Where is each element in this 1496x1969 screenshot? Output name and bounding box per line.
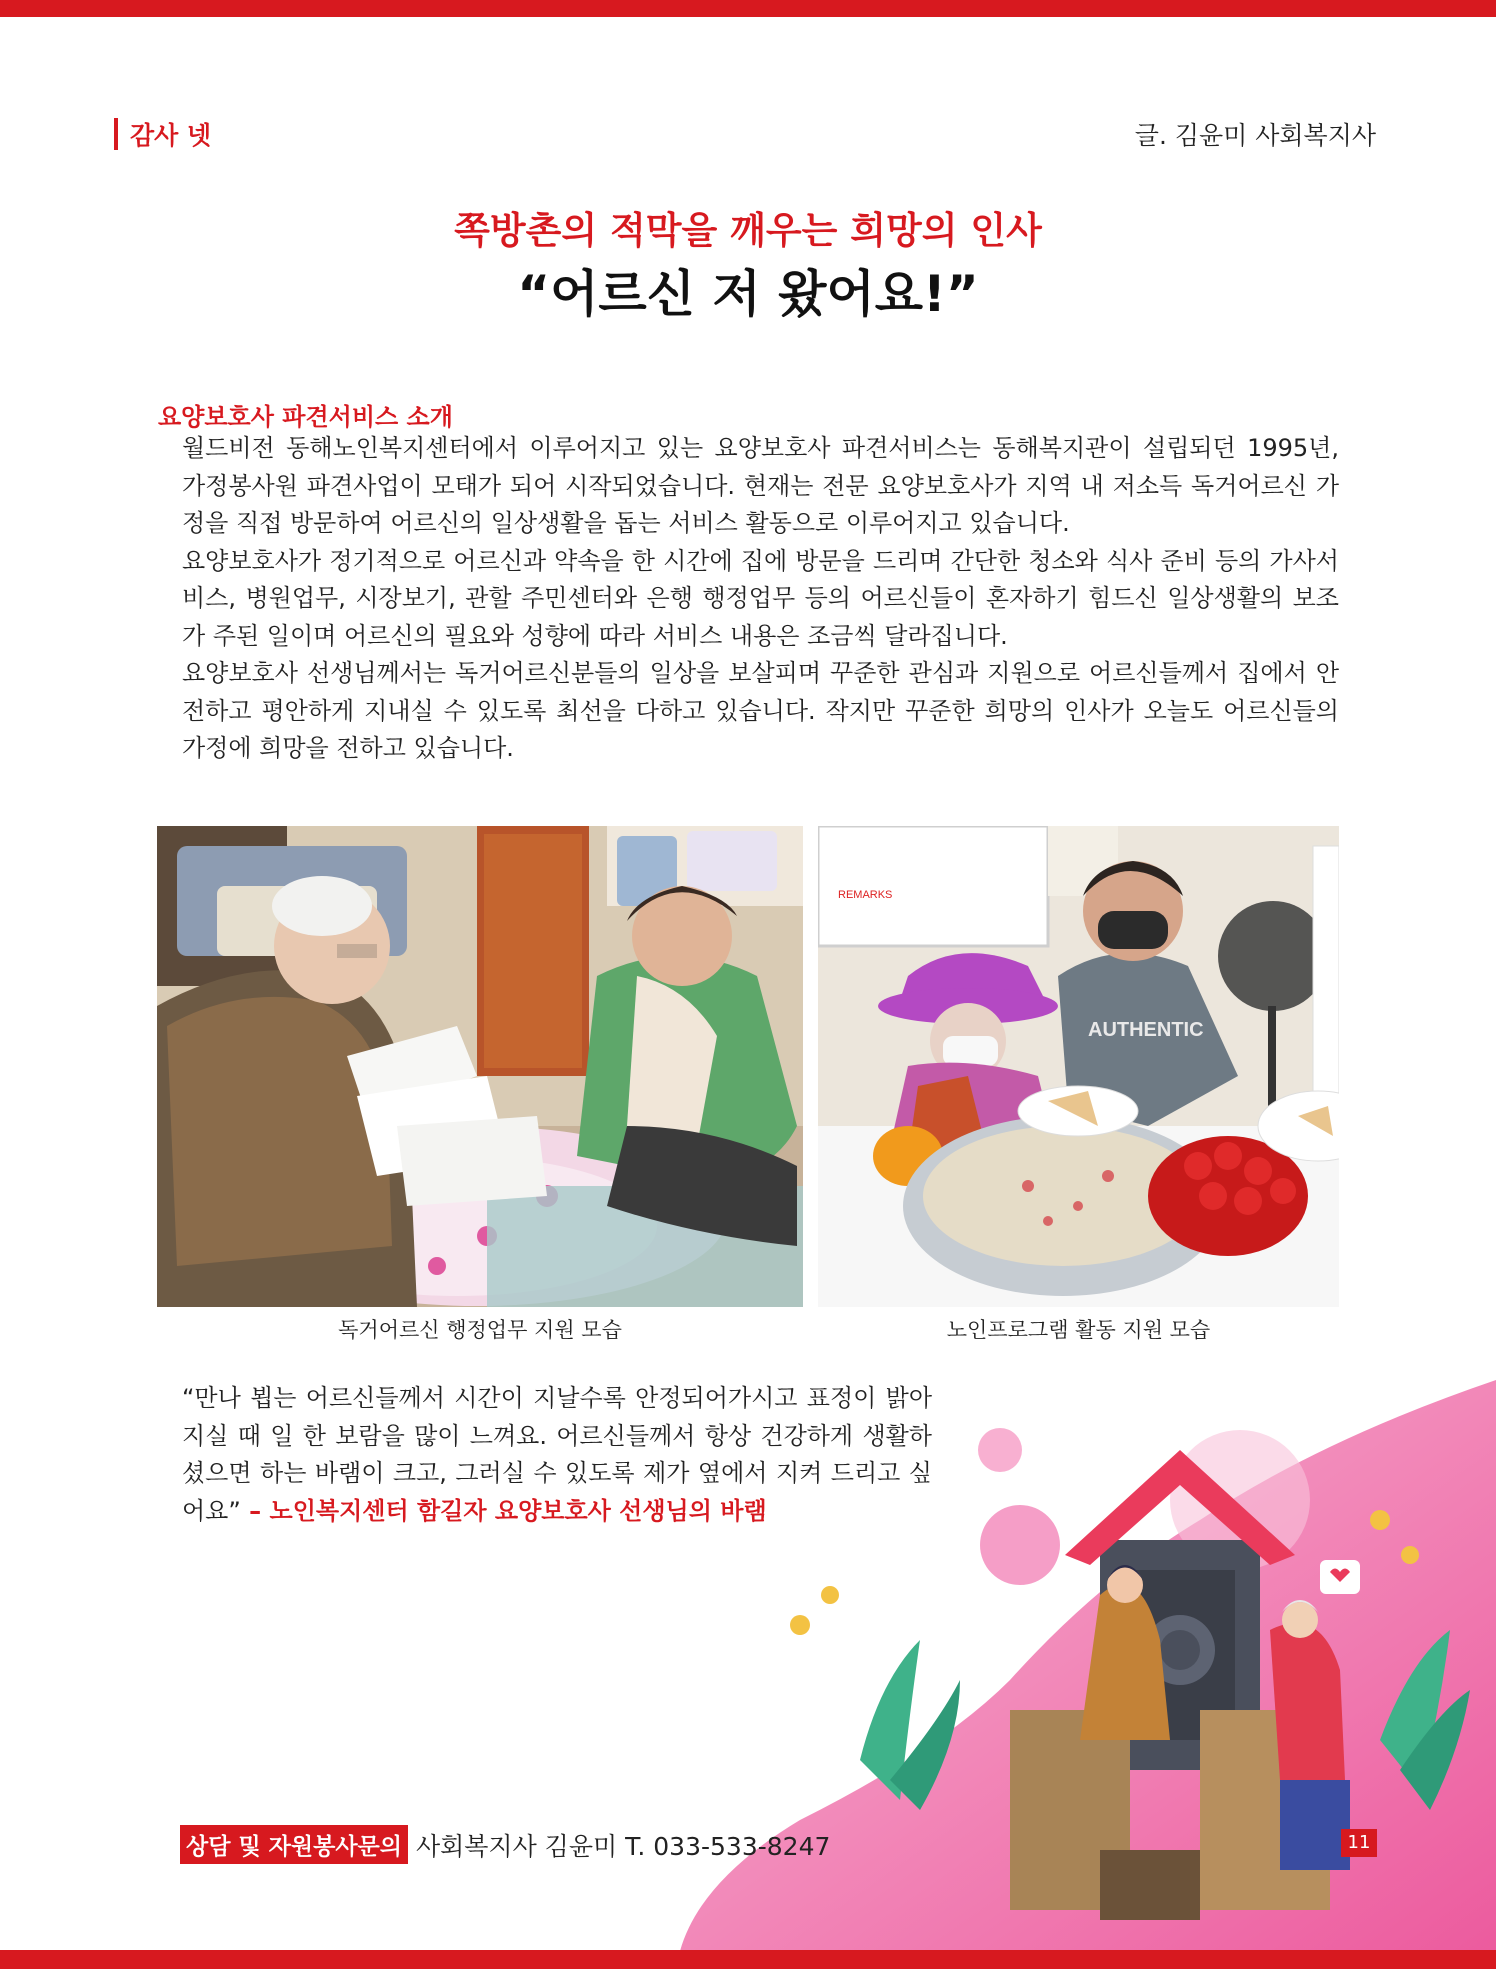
- intro-heading: 요양보호사 파견서비스 소개: [158, 403, 453, 431]
- intro-paragraph-3: 요양보호사 선생님께서는 독거어르신분들의 일상을 보살피며 꾸준한 관심과 지원으로 어르신들께서 집에서 안전하고 평안하게 지내실 수 있도록 최선을 다하고 있습니다. 작지만 꾸준한 희망의 인사가 오늘도 어르신들의 가정에 희망을 전하고 있습니다.: [182, 659, 1339, 762]
- intro-paragraph-2: 요양보호사가 정기적으로 어르신과 약속을 한 시간에 집에 방문을 드리며 간단한 청소와 식사 준비 등의 가사서비스, 병원업무, 시장보기, 관할 주민센터와 은행 행정업무 등의 어르신들이 혼자하기 힘드신 일상생활의 보조가 주된 일이며 어르신의 필요와 성향에 따라 서비스 내용은 조금씩 달라집니다.: [182, 546, 1339, 650]
- contact-line: [180, 1825, 830, 1864]
- photo-program-support: [818, 826, 1339, 1307]
- shirt-print: AUTHENTIC: [1088, 1019, 1204, 1041]
- section-label: 감사 넷: [130, 121, 212, 150]
- section-tag: [114, 116, 211, 152]
- page-number: 11: [1341, 1829, 1377, 1857]
- intro-body: [182, 430, 1339, 768]
- top-red-bar: [0, 0, 1496, 17]
- quote-signature: – 노인복지센터 함길자 요양보호사 선생님의 바램: [240, 1496, 767, 1525]
- quote-text: “만나 뵙는 어르신들께서 시간이 지날수록 안정되어가시고 표정이 밝아지실 때 일 한 보람을 많이 느껴요. 어르신들께서 항상 건강하게 생활하셨으면 하는 바램이 크고, 그러실 수 있도록 제가 옆에서 지켜 드리고 싶어요”: [182, 1384, 932, 1525]
- author-credit: 글. 김윤미 사회복지사: [1134, 121, 1376, 150]
- photo-admin-support-illustration: [157, 826, 803, 1307]
- photo-caption-left: 독거어르신 행정업무 지원 모습: [338, 1318, 622, 1342]
- caregiver-quote: [182, 1380, 932, 1530]
- bottom-red-bar: [0, 1950, 1496, 1969]
- section-tag-marker: [114, 118, 118, 150]
- photo-admin-support: [157, 826, 803, 1307]
- contact-label: 상담 및 자원봉사문의: [180, 1825, 408, 1864]
- article-title: “어르신 저 왔어요!”: [517, 265, 979, 323]
- whiteboard-label: REMARKS: [838, 889, 893, 901]
- photo-caption-right: 노인프로그램 활동 지원 모습: [946, 1318, 1211, 1342]
- intro-paragraph-1: 월드비전 동해노인복지센터에서 이루어지고 있는 요양보호사 파견서비스는 동해복지관이 설립되던 1995년, 가정봉사원 파견사업이 모태가 되어 시작되었습니다. 현재는 전문 요양보호사가 지역 내 저소득 독거어르신 가정을 직접 방문하여 어르신의 일상생활을 돕는 서비스 활동으로 이루어지고 있습니다.: [182, 434, 1339, 537]
- contact-info: 사회복지사 김윤미 T. 033-533-8247: [415, 1831, 831, 1861]
- article-subtitle: 쪽방촌의 적막을 깨우는 희망의 인사: [454, 209, 1042, 252]
- photo-program-support-illustration: [818, 826, 1339, 1307]
